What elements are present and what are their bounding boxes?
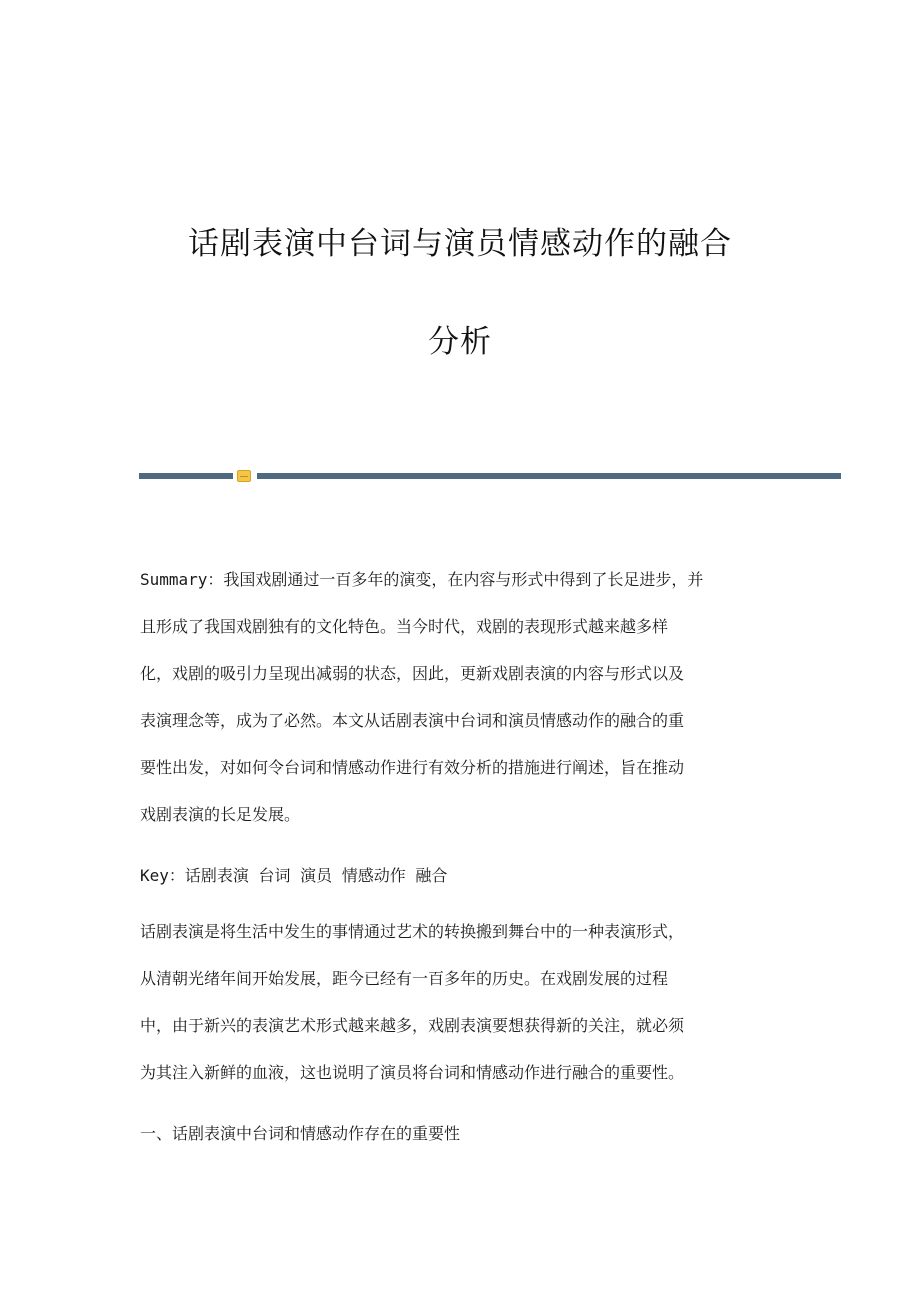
summary-line: 表演理念等，成为了必然。本文从话剧表演中台词和演员情感动作的融合的重 bbox=[140, 711, 685, 730]
divider-bar-right bbox=[257, 473, 841, 479]
intro-line: 从清朝光绪年间开始发展，距今已经有一百多年的历史。在戏剧发展的过程 bbox=[140, 969, 669, 988]
document-title-line-1: 话剧表演中台词与演员情感动作的融合 bbox=[188, 226, 732, 262]
summary-line: Summary：我国戏剧通过一百多年的演变，在内容与形式中得到了长足进步，并 bbox=[140, 570, 704, 589]
summary-line: 化，戏剧的吸引力呈现出减弱的状态，因此，更新戏剧表演的内容与形式以及 bbox=[140, 664, 685, 683]
intro-line: 中，由于新兴的表演艺术形式越来越多，戏剧表演要想获得新的关注，就必须 bbox=[140, 1016, 685, 1035]
divider-ornament-icon bbox=[237, 470, 251, 482]
section-heading-text: 一、话剧表演中台词和情感动作存在的重要性 bbox=[140, 1124, 461, 1143]
section-heading bbox=[140, 1110, 790, 1157]
intro-line: 话剧表演是将生活中发生的事情通过艺术的转换搬到舞台中的一种表演形式， bbox=[140, 922, 685, 941]
summary-line: 要性出发，对如何令台词和情感动作进行有效分析的措施进行阐述，旨在推动 bbox=[140, 758, 685, 777]
intro-line: 为其注入新鲜的血液，这也说明了演员将台词和情感动作进行融合的重要性。 bbox=[140, 1063, 685, 1082]
summary-paragraph bbox=[140, 556, 790, 838]
document-title-line-2: 分析 bbox=[428, 324, 492, 360]
keywords-line: Key：话剧表演 台词 演员 情感动作 融合 bbox=[140, 866, 448, 885]
keywords-paragraph bbox=[140, 852, 790, 899]
divider-bar-left bbox=[139, 473, 233, 479]
summary-line: 且形成了我国戏剧独有的文化特色。当今时代，戏剧的表现形式越来越多样 bbox=[140, 617, 669, 636]
title-divider bbox=[139, 470, 841, 482]
summary-line: 戏剧表演的长足发展。 bbox=[140, 805, 301, 824]
intro-paragraph bbox=[140, 908, 790, 1096]
